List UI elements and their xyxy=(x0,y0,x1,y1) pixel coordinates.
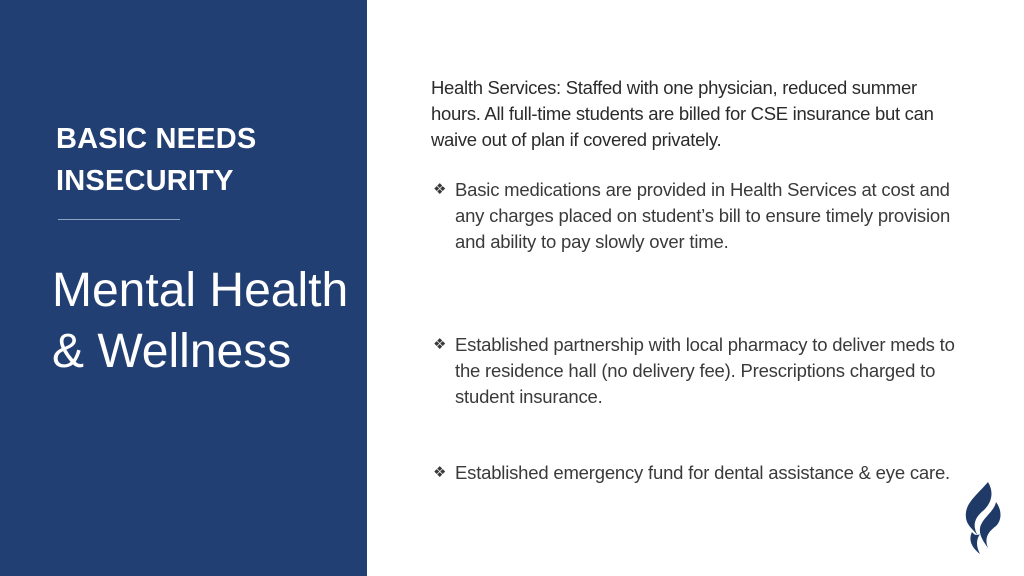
intro-paragraph: Health Services: Staffed with one physician, reduced summer hours. All full-time students are billed for CSE insurance but can waive out of plan if covered privately. xyxy=(431,77,934,150)
bullet-text: Established partnership with local pharmacy to deliver meds to the residence hall (no delivery fee). Prescriptions charged to student insurance. xyxy=(455,334,955,407)
left-panel xyxy=(0,0,367,576)
flame-logo-icon xyxy=(958,480,1006,556)
section-title: BASIC NEEDS INSECURITY xyxy=(56,123,257,197)
bullet-item xyxy=(431,332,955,410)
diamond-bullet-icon: ❖ xyxy=(433,181,447,198)
content-area xyxy=(431,75,955,483)
bullet-text: Established emergency fund for dental assistance & eye care. xyxy=(455,462,950,483)
bullet-item xyxy=(431,460,955,486)
bullet-text: Basic medications are provided in Health Services at cost and any charges placed on student’s bill to ensure timely provision and ability to pay slowly over time. xyxy=(455,179,951,252)
bullet-item xyxy=(431,177,955,255)
slide-title: Mental Health & Wellness xyxy=(52,264,349,378)
title-divider xyxy=(58,219,180,220)
diamond-bullet-icon: ❖ xyxy=(433,336,447,353)
diamond-bullet-icon: ❖ xyxy=(433,464,447,481)
